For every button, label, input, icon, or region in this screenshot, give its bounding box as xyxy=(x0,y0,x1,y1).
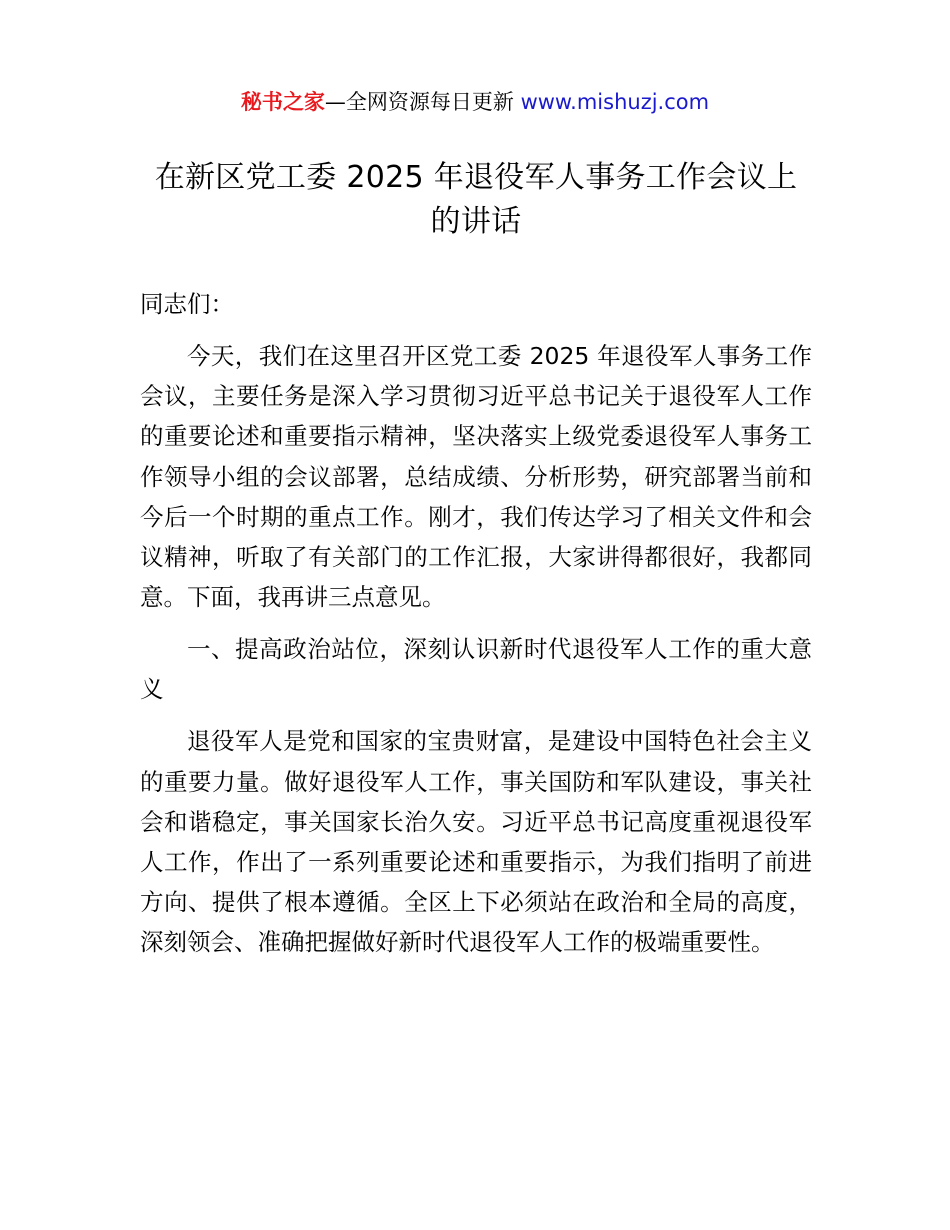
site-tagline: —全网资源每日更新 xyxy=(324,90,514,114)
section-heading-1: 一、提高政治站位，深刻认识新时代退役军人工作的重大意义 xyxy=(140,635,812,704)
paragraph-intro: 今天，我们在这里召开区党工委 2025 年退役军人事务工作会议，主要任务是深入学习贯彻习近平总书记关于退役军人工作的重要论述和重要指示精神，坚决落实上级党委退役军人事务工作领导小组的会议部署，总结成绩、分析形势，研究部署当前和今后一个时期的重点工作。刚才，我们传达学习了相关文件和会议精神，听取了有关部门的工作汇报，大家讲得都很好，我都同意。下面，我再讲三点意见。 xyxy=(140,342,812,612)
document-body xyxy=(140,284,812,974)
site-header xyxy=(0,86,950,118)
document-title: 在新区党工委 2025 年退役军人事务工作会议上的讲话 xyxy=(154,160,798,239)
salutation: 同志们： xyxy=(140,290,234,318)
site-url-link[interactable]: www.mishuzj.com xyxy=(520,90,710,114)
site-brand: 秘书之家 xyxy=(240,90,325,114)
paragraph-section-1: 退役军人是党和国家的宝贵财富，是建设中国特色社会主义的重要力量。做好退役军人工作，事关国防和军队建设，事关社会和谐稳定，事关国家长治久安。习近平总书记高度重视退役军人工作，作出了一系列重要论述和重要指示，为我们指明了前进方向、提供了根本遵循。全区上下必须站在政治和全局的高度，深刻领会、准确把握做好新时代退役军人工作的极端重要性。 xyxy=(140,727,812,957)
